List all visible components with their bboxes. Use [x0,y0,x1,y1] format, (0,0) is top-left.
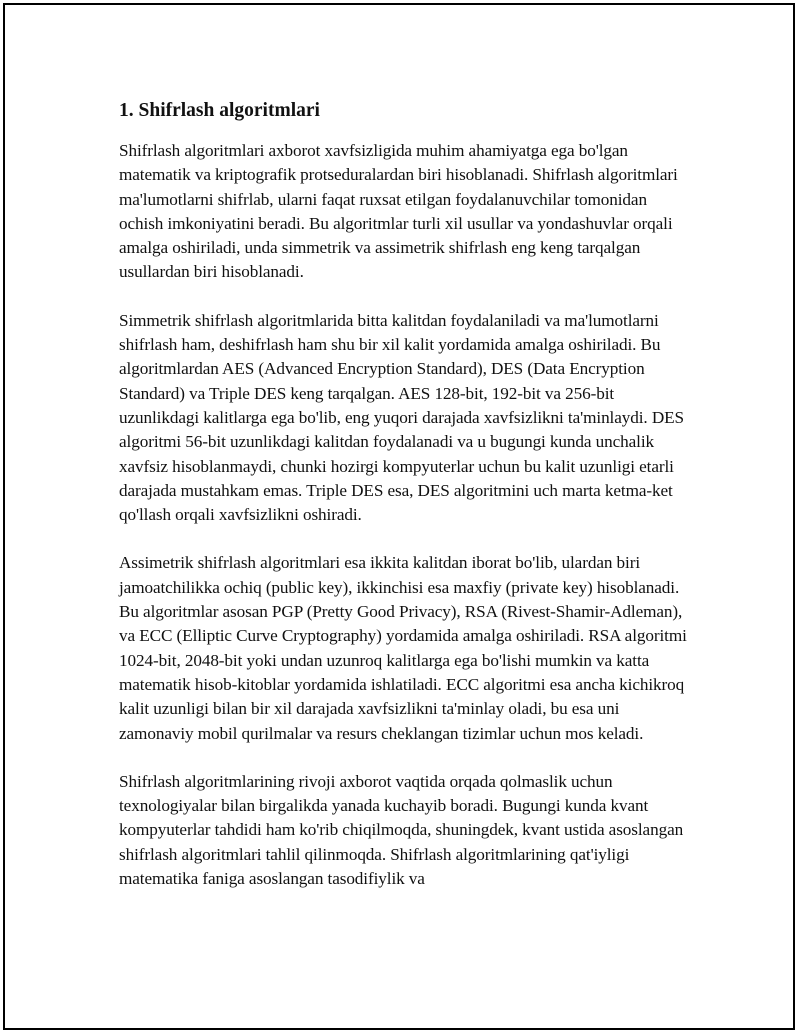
paragraph-asymmetric: Assimetrik shifrlash algoritmlari esa ikkita kalitdan iborat bo'lib, ulardan biri jamoatchilikka ochiq (public key), ikkinchisi esa maxfiy (private key) hisoblanadi. Bu algoritmlar asosan PGP (Pretty Good Privacy), RSA (Rivest-Shamir-Adleman), va ECC (Elliptic Curve Cryptography) yordamida amalga oshiriladi. RSA algoritmi 1024-bit, 2048-bit yoki undan uzunroq kalitlarga ega bo'lishi mumkin va katta matematik hisob-kitoblar yordamida ishlatiladi. ECC algoritmi esa ancha kichikroq kalit uzunligi bilan bir xil darajada xavfsizlikni ta'minlay oladi, bu esa uni zamonaviy mobil qurilmalar va resurs cheklangan tizimlar uchun mos keladi. [119,553,687,743]
paragraph-symmetric: Simmetrik shifrlash algoritmlarida bitta kalitdan foydalaniladi va ma'lumotlarni shifrlash ham, deshifrlash ham shu bir xil kalit yordamida amalga oshiriladi. Bu algoritmlardan AES (Advanced Encryption Standard), DES (Data Encryption Standard) va Triple DES keng tarqalgan. AES 128-bit, 192-bit va 256-bit uzunlikdagi kalitlarga ega bo'lib, eng yuqori darajada xavfsizlikni ta'minlaydi. DES algoritmi 56-bit uzunlikdagi kalitdan foydalanadi va u bugungi kunda unchalik xavfsiz hisoblanmaydi, chunki hozirgi kompyuterlar uchun bu kalit uzunligi etarli darajada mustahkam emas. Triple DES esa, DES algoritmini uch marta ketma-ket qo'llash orqali xavfsizlikni oshiradi. [119,310,684,525]
document-body [119,97,694,915]
page-frame [3,3,795,1030]
paragraph-intro: Shifrlash algoritmlari axborot xavfsizligida muhim ahamiyatga ega bo'lgan matematik va kriptografik protseduralardan biri hisoblanadi. Shifrlash algoritmlari ma'lumotlarni shifrlab, ularni faqat ruxsat etilgan foydalanuvchilar tomonidan ochish imkoniyatini beradi. Bu algoritmlar turli xil usullar va yondashuvlar orqali amalga oshiriladi, unda simmetrik va assimetrik shifrlash eng keng tarqalgan usullardan biri hisoblanadi. [119,141,678,282]
section-heading: 1. Shifrlash algoritmlari [119,100,320,121]
paragraph-development: Shifrlash algoritmlarining rivoji axborot vaqtida orqada qolmaslik uchun texnologiyalar bilan birgalikda yanada kuchayib boradi. Bugungi kunda kvant kompyuterlar tahdidi ham ko'rib chiqilmoqda, shuningdek, kvant ustida asoslangan shifrlash algoritmlari tahlil qilinmoqda. Shifrlash algoritmlarining qat'iyligi matematika faniga asoslangan tasodifiylik va [119,771,684,889]
